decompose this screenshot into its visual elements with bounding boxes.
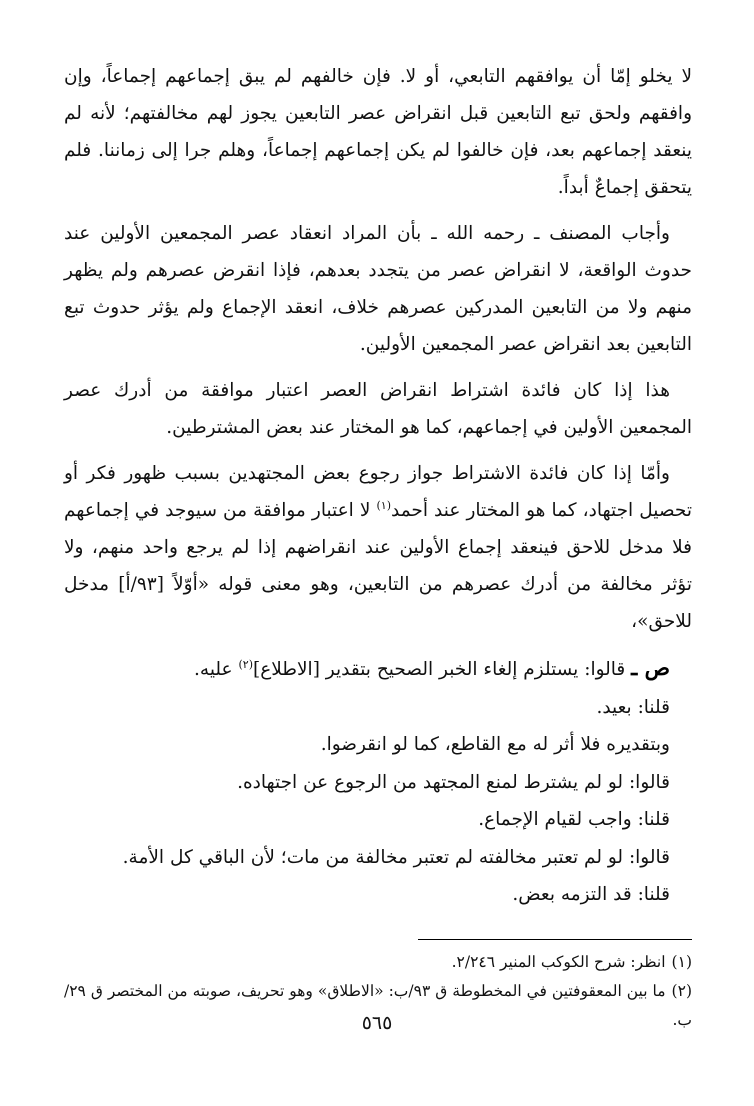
block-line: قلنا: بعيد. bbox=[596, 696, 670, 718]
block-line: قالوا: لو لم يشترط لمنع المجتهد من الرجوع عن اجتهاده. bbox=[237, 771, 670, 793]
paragraph-4-text-b: لا اعتبار موافقة من سيوجد في إجماعهم فلا مدخل للاحق فينعقد إجماع الأولين عند انقراضهم إذا لم يرجع واحد منهم، ولا تؤثر مخالفة من أدرك عصرهم من التابعين، وهو معنى قوله «أوّلاً [٩٣/أ] مدخل للاحق»، bbox=[64, 500, 692, 632]
footnote-number: (١) bbox=[671, 952, 692, 971]
block-line: قالوا: لو لم تعتبر مخالفته لم تعتبر مخالفة من مات؛ لأن الباقي كل الأمة. bbox=[122, 846, 670, 868]
footnote-text: انظر: شرح الكوكب المنير ٢/٢٤٦. bbox=[451, 952, 666, 971]
footnote-text: ما بين المعقوفتين في المخطوطة ق ٩٣/ب: «الاطلاق» وهو تحريف، صوبته من المختصر ق ٢٩/ب. bbox=[64, 981, 692, 1029]
block-line: قلنا: واجب لقيام الإجماع. bbox=[478, 809, 670, 830]
paragraph-4 bbox=[64, 455, 692, 640]
block-line-1-text: قالوا: يستلزم إلغاء الخبر الصحيح بتقدير [الاطلاع] bbox=[252, 659, 632, 680]
page-number: ٥٦٥ bbox=[361, 1012, 393, 1034]
block-line: قلنا: قد التزمه بعض. bbox=[512, 884, 670, 905]
block-line: وبتقديره فلا أثر له مع القاطع، كما لو انقرضوا. bbox=[320, 734, 670, 755]
footnote-1 bbox=[64, 948, 692, 977]
footnote-divider bbox=[418, 939, 692, 940]
page-body bbox=[64, 58, 692, 1035]
paragraph-4-text-a: وأمّا إذا كان فائدة الاشتراط جواز رجوع بعض المجتهدين بسبب ظهور فكر أو تحصيل اجتهاد، كما هو المختار عند أحمد bbox=[64, 463, 692, 521]
paragraph-2: وأجاب المصنف ـ رحمه الله ـ بأن المراد انعقاد عصر المجمعين الأولين عند حدوث الواقعة، لا انقراض عصر من يتجدد بعدهم، فإذا انقرض عصرهم ولم يظهر منهم ولا من التابعين المدركين عصرهم خلاف، انعقد الإجماع ولم يؤثر حدوث تبع التابعين بعد انقراض عصر المجمعين الأولين. bbox=[64, 223, 692, 355]
footnote-ref-1: (١) bbox=[376, 498, 391, 512]
argument-block bbox=[64, 649, 670, 914]
footnote-number: (٢) bbox=[671, 981, 692, 1000]
block-line-1 bbox=[64, 649, 670, 689]
sad-marker: ص ـ bbox=[631, 655, 670, 680]
footnote-ref-2: (٢) bbox=[238, 657, 253, 671]
paragraph-1: لا يخلو إمّا أن يوافقهم التابعي، أو لا. فإن خالفهم لم يبق إجماعهم إجماعاً، وإن وافقهم ولحق تبع التابعين قبل انقراض عصر التابعين يجوز لهم مخالفتهم؛ لأنه لم ينعقد إجماعهم بعد، فإن خالفوا لم يكن إجماعهم إجماعاً، وهلم جرا إلى زماننا. فلم يتحقق إجماعٌ أبداً. bbox=[64, 66, 692, 198]
paragraph-3: هذا إذا كان فائدة اشتراط انقراض العصر اعتبار موافقة من أدرك عصر المجمعين الأولين في إجماعهم، كما هو المختار عند بعض المشترطين. bbox=[64, 380, 692, 438]
block-line-1-tail: عليه. bbox=[194, 659, 239, 680]
